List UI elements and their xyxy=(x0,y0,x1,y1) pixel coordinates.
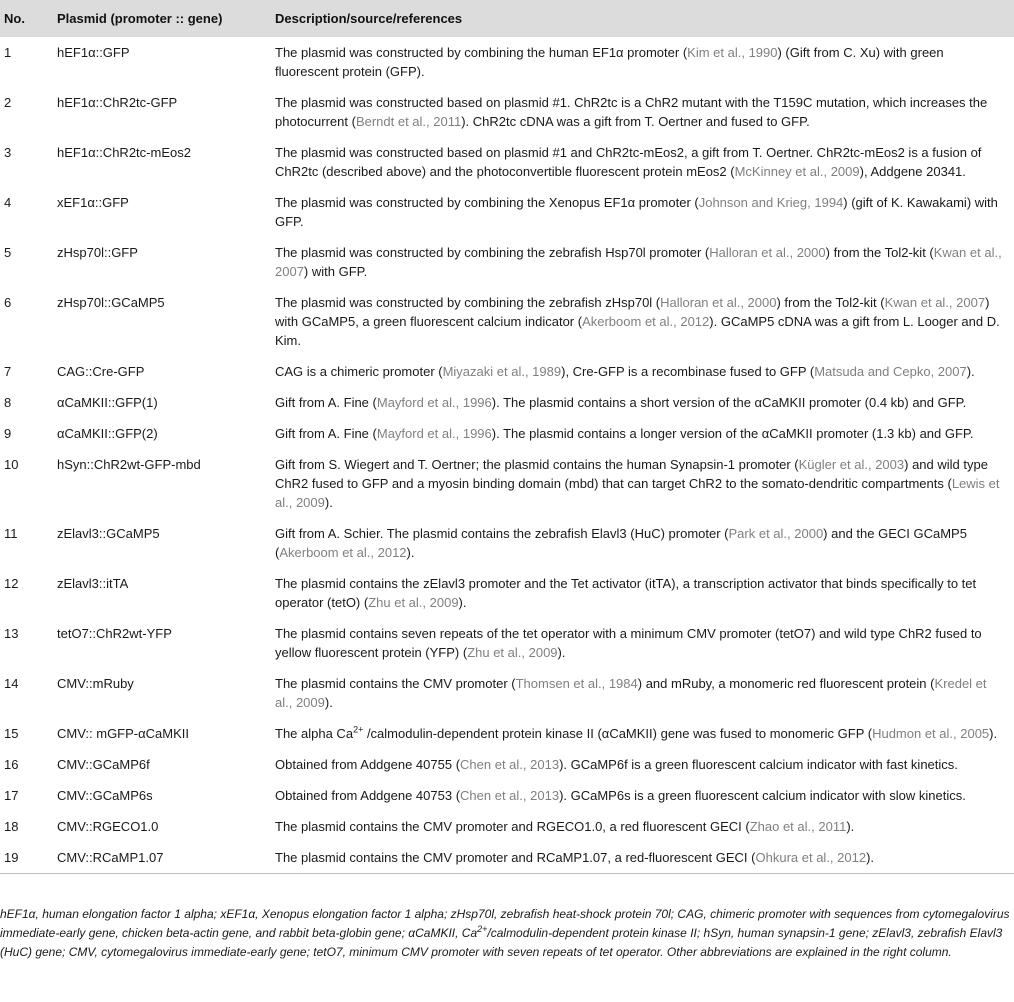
citation-text: Lewis et al., 2009 xyxy=(275,476,1000,510)
table-row xyxy=(0,187,1014,237)
row-number: 19 xyxy=(0,842,57,874)
description-text: The plasmid contains seven repeats of the tet operator with a minimum CMV promoter (tetO7) and wild type ChR2 fused to yellow fluorescent protein (YFP) ( xyxy=(275,626,982,660)
description-text: ). The plasmid contains a short version of the αCaMKII promoter (0.4 kb) and GFP. xyxy=(491,395,967,410)
citation-text: Chen et al., 2013 xyxy=(460,757,560,772)
row-plasmid: CMV::GCaMP6s xyxy=(57,788,153,803)
citation-text: Miyazaki et al., 1989 xyxy=(442,364,562,379)
row-number: 10 xyxy=(4,457,19,472)
row-plasmid: CMV::RCaMP1.07 xyxy=(57,842,275,874)
description-text: The plasmid contains the zElavl3 promoter and the Tet activator (itTA), a transcription activator that binds specifically to tet operator (tetO) ( xyxy=(275,576,977,610)
description-text: ), Addgene 20341. xyxy=(859,164,966,179)
citation-text: Zhu et al., 2009 xyxy=(368,595,459,610)
description-text: Obtained from Addgene 40755 ( xyxy=(275,757,461,772)
description-text: ) and mRuby, a monomeric red fluorescent protein ( xyxy=(637,676,935,691)
row-plasmid: αCaMKII::GFP(2) xyxy=(57,426,158,441)
citation-text: Zhu et al., 2009 xyxy=(467,645,558,660)
table-row xyxy=(0,749,1014,780)
row-number: 15 xyxy=(4,726,19,741)
superscript: 2+ xyxy=(353,724,364,735)
description-text: CAG is a chimeric promoter ( xyxy=(275,364,443,379)
row-number: 1 xyxy=(4,45,12,60)
row-number: 6 xyxy=(4,295,12,310)
row-number: 18 xyxy=(4,819,19,834)
citation-text: Kwan et al., 2007 xyxy=(275,245,1002,279)
header-row xyxy=(0,0,1014,37)
table-row xyxy=(0,811,1014,842)
description-text: ). xyxy=(324,695,333,710)
table-row xyxy=(0,287,1014,356)
description-text: The plasmid was constructed based on plasmid #1 and ChR2tc-mEos2, a gift from T. Oertner. ChR2tc-mEos2 is a fusion of ChR2tc (described above) and the photoconvertible fluorescent protein mEos2 ( xyxy=(275,145,982,179)
description-text: ) from the Tol2-kit ( xyxy=(825,245,934,260)
table-row xyxy=(0,237,1014,287)
citation-text: Akerboom et al., 2012 xyxy=(582,314,710,329)
row-plasmid: CMV:: mGFP-αCaMKII xyxy=(57,726,189,741)
citation-text: Berndt et al., 2011 xyxy=(355,114,462,129)
row-plasmid: zElavl3::itTA xyxy=(57,576,129,591)
description-text: ). xyxy=(406,545,415,560)
description-text: ). xyxy=(989,726,998,741)
description-text: The plasmid contains the CMV promoter and RGECO1.0, a red fluorescent GECI ( xyxy=(275,819,750,834)
description-text: The plasmid was constructed based on plasmid #1. ChR2tc is a ChR2 mutant with the T159C mutation, which increases the photocurrent ( xyxy=(275,95,988,129)
description-text: ). xyxy=(846,819,855,834)
row-number: 11 xyxy=(4,526,18,541)
table-row xyxy=(0,518,1014,568)
table-row xyxy=(0,842,1014,874)
row-plasmid: αCaMKII::GFP(1) xyxy=(57,395,158,410)
row-number: 9 xyxy=(4,426,12,441)
description-text: The plasmid was constructed by combining the zebrafish zHsp70l ( xyxy=(275,295,661,310)
description-text: ) and wild type ChR2 fused to GFP and a myosin binding domain (mbd) that can target ChR2 to the somato-dendritic compartments ( xyxy=(275,457,988,491)
table-row xyxy=(0,718,1014,749)
superscript: 2+ xyxy=(477,924,488,934)
description-text: The alpha Ca xyxy=(275,726,354,741)
row-number: 8 xyxy=(4,395,12,410)
row-description xyxy=(275,287,1014,356)
description-text: ). xyxy=(966,364,975,379)
table-row xyxy=(0,387,1014,418)
description-text: ), Cre-GFP is a recombinase fused to GFP ( xyxy=(561,364,815,379)
row-description xyxy=(275,618,1014,668)
citation-text: Kim et al., 1990 xyxy=(687,45,778,60)
description-text: Gift from A. Schier. The plasmid contains the zebrafish Elavl3 (HuC) promoter ( xyxy=(275,526,729,541)
table-row xyxy=(0,780,1014,811)
row-description xyxy=(275,568,1014,618)
citation-text: Halloran et al., 2000 xyxy=(709,245,826,260)
description-text: hEF1α, human elongation factor 1 alpha; xEF1α, Xenopus elongation factor 1 alpha; zHsp70l, zebrafish heat-shock protein 70l; CAG, chimeric promoter with sequences from cytomegalovirus immediate-early gene, chicken beta-actin gene, and rabbit beta-globin gene; αCaMKII, Ca xyxy=(0,907,1010,940)
row-plasmid: hEF1α::ChR2tc-mEos2 xyxy=(57,145,191,160)
description-text: ) (Gift from C. Xu) with green fluorescent protein (GFP). xyxy=(275,45,944,79)
row-plasmid: tetO7::ChR2wt-YFP xyxy=(57,626,172,641)
row-description xyxy=(275,780,1014,811)
row-plasmid: hEF1α::GFP xyxy=(57,45,130,60)
description-text: The plasmid contains the CMV promoter and RCaMP1.07, a red-fluorescent GECI ( xyxy=(275,850,756,865)
row-plasmid: CAG::Cre-GFP xyxy=(57,364,145,379)
description-text: Gift from A. Fine ( xyxy=(275,426,377,441)
description-text: The plasmid contains the CMV promoter ( xyxy=(275,676,516,691)
table-row xyxy=(0,418,1014,449)
citation-text: Johnson and Krieg, 1994 xyxy=(698,195,844,210)
description-text: ) with GCaMP5, a green fluorescent calcium indicator ( xyxy=(275,295,990,329)
header-description: Description/source/references xyxy=(275,11,463,26)
description-text: /calmodulin-dependent protein kinase II; hSyn, human synapsin-1 gene; zElavl3, zebrafish Elavl3 (HuC) gene; CMV, cytomegalovirus immediate-early gene; tetO7, minimum CMV promoter with seven repeats of tet operator. Other abbreviations are explained in the right column. xyxy=(0,926,1003,959)
row-number: 5 xyxy=(4,245,12,260)
citation-text: Ohkura et al., 2012 xyxy=(755,850,867,865)
table-row xyxy=(0,356,1014,387)
citation-text: Chen et al., 2013 xyxy=(460,788,560,803)
table-body xyxy=(0,37,1014,874)
description-text: ) with GFP. xyxy=(303,264,368,279)
description-text: ). ChR2tc cDNA was a gift from T. Oertner and fused to GFP. xyxy=(461,114,810,129)
citation-text: McKinney et al., 2009 xyxy=(734,164,860,179)
row-number: 13 xyxy=(4,626,19,641)
table-row xyxy=(0,87,1014,137)
row-number: 16 xyxy=(4,757,19,772)
citation-text: Akerboom et al., 2012 xyxy=(279,545,407,560)
row-number: 12 xyxy=(4,576,19,591)
row-plasmid: hEF1α::ChR2tc-GFP xyxy=(57,95,178,110)
description-text: ). xyxy=(866,850,875,865)
table-header xyxy=(0,0,1014,37)
citation-text: Halloran et al., 2000 xyxy=(660,295,777,310)
header-no: No. xyxy=(4,11,25,26)
row-plasmid: hSyn::ChR2wt-GFP-mbd xyxy=(57,457,201,472)
row-plasmid: xEF1α::GFP xyxy=(57,195,129,210)
citation-text: Kügler et al., 2003 xyxy=(798,457,905,472)
row-plasmid: zElavl3::GCaMP5 xyxy=(57,526,160,541)
row-number: 7 xyxy=(4,364,12,379)
row-description xyxy=(275,842,1014,874)
row-plasmid: zHsp70l::GFP xyxy=(57,245,138,260)
table-footnote xyxy=(0,905,1010,962)
description-text: ). The plasmid contains a longer version of the αCaMKII promoter (1.3 kb) and GFP. xyxy=(491,426,974,441)
row-description xyxy=(275,137,1014,187)
row-description xyxy=(275,237,1014,287)
row-description xyxy=(275,718,1014,749)
description-text: ) from the Tol2-kit ( xyxy=(776,295,885,310)
citation-text: Kwan et al., 2007 xyxy=(884,295,986,310)
description-text: The plasmid was constructed by combining the zebrafish Hsp70l promoter ( xyxy=(275,245,710,260)
row-number: 3 xyxy=(4,145,12,160)
row-number: 17 xyxy=(4,788,19,803)
citation-text: Mayford et al., 1996 xyxy=(376,395,492,410)
row-number: 4 xyxy=(4,195,12,210)
description-text: ) (gift of K. Kawakami) with GFP. xyxy=(275,195,998,229)
row-plasmid: CMV::mRuby xyxy=(57,676,134,691)
row-description xyxy=(275,668,1014,718)
description-text: The plasmid was constructed by combining the human EF1α promoter ( xyxy=(275,45,688,60)
description-text: ). GCaMP5 cDNA was a gift from L. Looger and D. Kim. xyxy=(275,314,1000,348)
description-text: /calmodulin-dependent protein kinase II (αCaMKII) gene was fused to monomeric GFP ( xyxy=(363,726,873,741)
table-row xyxy=(0,618,1014,668)
citation-text: Zhao et al., 2011 xyxy=(749,819,847,834)
row-description xyxy=(275,449,1014,518)
description-text: Gift from S. Wiegert and T. Oertner; the plasmid contains the human Synapsin-1 promoter ( xyxy=(275,457,799,472)
citation-text: Matsuda and Cepko, 2007 xyxy=(814,364,967,379)
row-description xyxy=(275,37,1014,87)
description-text: ). GCaMP6f is a green fluorescent calcium indicator with fast kinetics. xyxy=(559,757,958,772)
table-row xyxy=(0,37,1014,87)
row-description xyxy=(275,356,1014,387)
table-row xyxy=(0,668,1014,718)
description-text: ). xyxy=(458,595,467,610)
description-text: The plasmid was constructed by combining the Xenopus EF1α promoter ( xyxy=(275,195,699,210)
row-number: 2 xyxy=(4,95,12,110)
citation-text: Park et al., 2000 xyxy=(728,526,824,541)
row-description xyxy=(275,418,1014,449)
row-plasmid: zHsp70l::GCaMP5 xyxy=(57,295,165,310)
citation-text: Mayford et al., 1996 xyxy=(376,426,492,441)
description-text: ) and the GECI GCaMP5 ( xyxy=(275,526,967,560)
description-text: ). xyxy=(557,645,566,660)
citation-text: Thomsen et al., 1984 xyxy=(515,676,638,691)
header-plasmid: Plasmid (promoter :: gene) xyxy=(57,11,223,26)
row-description xyxy=(275,387,1014,418)
row-description xyxy=(275,187,1014,237)
citation-text: Hudmon et al., 2005 xyxy=(872,726,990,741)
row-description xyxy=(275,518,1014,568)
description-text: Obtained from Addgene 40753 ( xyxy=(275,788,461,803)
table-row xyxy=(0,137,1014,187)
citation-text: Kredel et al., 2009 xyxy=(275,676,987,710)
description-text: ). xyxy=(324,495,333,510)
row-description xyxy=(275,87,1014,137)
row-plasmid: CMV::RGECO1.0 xyxy=(57,819,159,834)
row-number: 14 xyxy=(4,676,19,691)
row-description xyxy=(275,811,1014,842)
table-row xyxy=(0,449,1014,518)
table-row xyxy=(0,568,1014,618)
row-description xyxy=(275,749,1014,780)
description-text: ). GCaMP6s is a green fluorescent calcium indicator with slow kinetics. xyxy=(559,788,966,803)
row-plasmid: CMV::GCaMP6f xyxy=(57,757,150,772)
description-text: Gift from A. Fine ( xyxy=(275,395,377,410)
